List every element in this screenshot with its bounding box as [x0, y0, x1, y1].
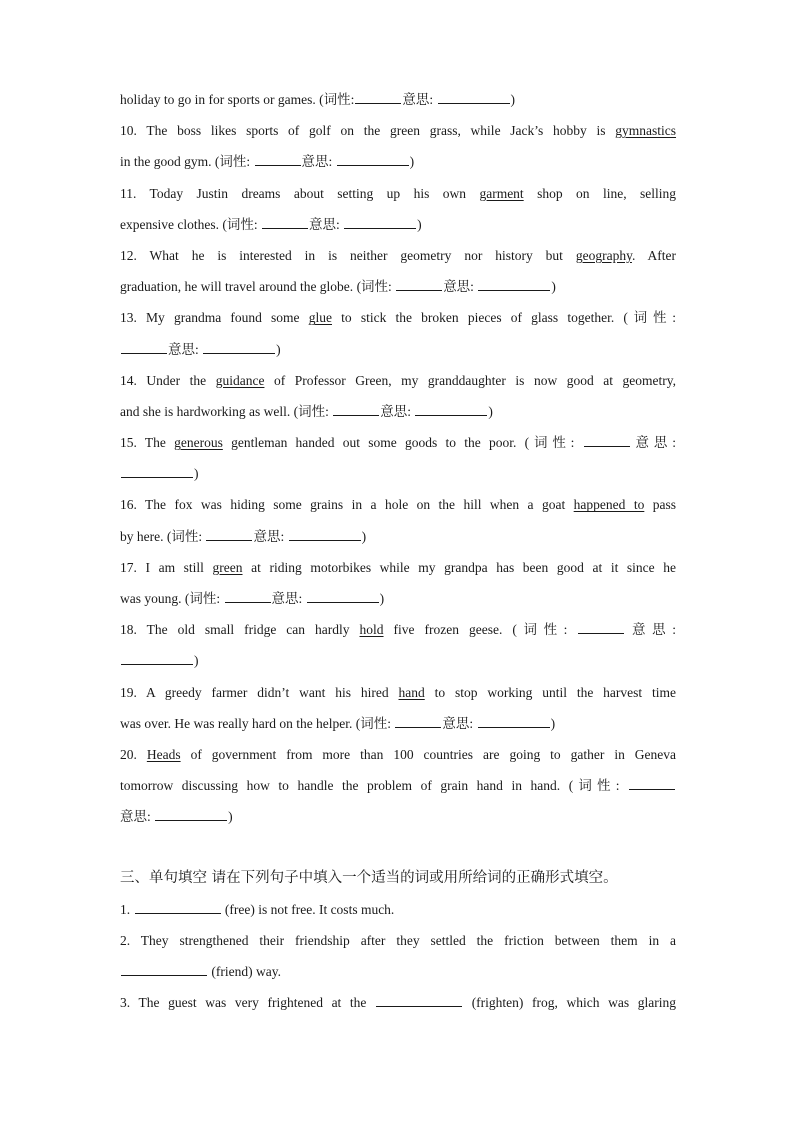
paren-close: ): [228, 809, 233, 825]
q13-text: 13. My grandma found some: [120, 310, 300, 326]
pos-label: (词性:: [356, 279, 392, 295]
paren-close: ): [194, 466, 199, 482]
q12-keyword: geography: [575, 247, 632, 263]
pos-blank[interactable]: [255, 153, 301, 166]
section-3-heading: 三、单句填空 请在下列句子中填入一个适当的词或用所给词的正确形式填空。: [120, 869, 618, 886]
pos-blank[interactable]: [225, 590, 271, 603]
pos-label: (词性:: [623, 310, 677, 326]
meaning-blank[interactable]: [289, 528, 361, 541]
s3-q2-text-2: (friend) way.: [211, 964, 281, 980]
q13-text-2: to stick the broken pieces of glass together.: [341, 310, 615, 326]
q18-text: 18. The old small fridge can hardly: [120, 622, 350, 638]
paren-close: ): [551, 279, 556, 295]
s3-q1-text: (free) is not free. It costs much.: [224, 901, 395, 917]
meaning-label: 意思:: [443, 279, 474, 295]
pos-blank[interactable]: [206, 528, 252, 541]
meaning-blank[interactable]: [438, 91, 510, 104]
pos-blank[interactable]: [395, 715, 441, 728]
meaning-label: 意思:: [380, 403, 411, 419]
q16-text-3: by here.: [120, 528, 164, 544]
pos-label: (词性:: [293, 403, 329, 419]
pos-blank[interactable]: [578, 621, 624, 634]
meaning-label: 意思:: [625, 622, 677, 638]
paren-close: ): [488, 403, 493, 419]
paren-close: ): [510, 92, 515, 107]
paren-close: ): [361, 528, 367, 544]
section-gap: [120, 833, 676, 863]
q14-line-2: [120, 396, 676, 427]
pos-label: (词性:: [214, 154, 251, 170]
meaning-label: 意思:: [168, 341, 199, 357]
paren-close: ): [417, 216, 422, 232]
q12-text-3: graduation, he will travel around the globe.: [120, 279, 354, 295]
s3-q1-blank[interactable]: [135, 901, 221, 914]
paren-close: ): [379, 591, 385, 606]
paren-close: ): [409, 154, 415, 170]
q11-line-2: [120, 209, 676, 240]
q19-keyword: hand: [398, 684, 425, 700]
q14-line-1: [120, 365, 676, 396]
q18-keyword: hold: [359, 622, 384, 638]
q15-line-2: [120, 458, 676, 489]
meaning-blank[interactable]: [478, 278, 550, 291]
q14-keyword: guidance: [215, 372, 265, 388]
q20-keyword: Heads: [146, 746, 181, 762]
q10-keyword: gymnastics: [615, 123, 677, 139]
q20-line-2: [120, 770, 676, 801]
q11-text-3: expensive clothes.: [120, 216, 219, 232]
q12-line-2: [120, 271, 676, 302]
q14-text: 14. Under the: [120, 372, 207, 388]
paren-close: ): [550, 715, 556, 731]
q17-line-2: [120, 583, 676, 614]
pos-blank[interactable]: [396, 278, 442, 291]
q9-line-2: [120, 84, 676, 115]
paren-close: ): [194, 653, 199, 669]
s3-q1-number: 1.: [120, 901, 131, 917]
q12-text-2: . After: [631, 247, 676, 263]
q18-text-2: five frozen geese.: [393, 622, 503, 638]
meaning-blank[interactable]: [203, 341, 275, 354]
meaning-blank[interactable]: [155, 808, 227, 821]
q20-line-3: [120, 801, 676, 832]
q17-text-3: was young.: [120, 591, 182, 606]
meaning-blank[interactable]: [121, 465, 193, 478]
q14-text-2: of Professor Green, my granddaughter is now good at geometry,: [273, 372, 677, 388]
pos-label: (词性:: [355, 715, 392, 731]
q19-text-3: was over. He was really hard on the helper.: [120, 715, 353, 731]
s3-q1: [120, 894, 676, 925]
q9-text: holiday to go in for sports or games.: [120, 92, 316, 107]
meaning-blank[interactable]: [344, 216, 416, 229]
meaning-label: 意思:: [253, 528, 285, 544]
q18-line-2: [120, 645, 676, 676]
q20-text-3: tomorrow discussing how to handle the problem of grain hand in hand.: [120, 778, 561, 794]
q11-line-1: [120, 178, 676, 209]
s3-q2-text: 2. They strengthened their friendship after they settled the friction between them in a: [120, 932, 676, 948]
worksheet-page: [120, 84, 676, 1018]
meaning-label: 意思:: [442, 715, 474, 731]
q13-line-1: [120, 302, 676, 333]
q11-text: 11. Today Justin dreams about setting up his own: [120, 185, 467, 201]
q17-text-2: at riding motorbikes while my grandpa has been good at it since he: [251, 559, 677, 575]
q17-text: 17. I am still: [120, 559, 204, 575]
q12-text: 12. What he is interested in is neither geometry nor history but: [120, 247, 563, 263]
pos-label: (词性:: [524, 435, 575, 451]
q13-line-2: [120, 334, 676, 365]
s3-q3-text: 3. The guest was very frightened at the: [120, 995, 367, 1011]
meaning-label: 意思:: [402, 92, 434, 107]
q16-line-1: [120, 489, 676, 520]
q10-line-1: [120, 115, 676, 146]
meaning-blank[interactable]: [478, 715, 550, 728]
q19-line-1: [120, 677, 676, 708]
meaning-blank[interactable]: [337, 153, 409, 166]
s3-q3-line-1: [120, 987, 676, 1018]
q17-line-1: [120, 552, 676, 583]
pos-label: (词性:: [512, 622, 568, 638]
q10-line-2: [120, 146, 676, 177]
q20-text-2: of government from more than 100 countries are going to gather in Geneva: [190, 746, 677, 762]
pos-blank[interactable]: [355, 91, 401, 104]
paren-close: ): [276, 341, 281, 357]
q19-line-2: [120, 708, 676, 739]
q20-text: 20.: [120, 746, 137, 762]
q16-line-2: [120, 521, 676, 552]
meaning-label: 意思:: [308, 216, 340, 232]
pos-blank[interactable]: [121, 341, 167, 354]
pos-label: (词性:: [166, 528, 203, 544]
q14-text-3: and she is hardworking as well.: [120, 403, 291, 419]
q12-line-1: [120, 240, 676, 271]
q18-line-1: [120, 614, 676, 645]
meaning-label: 意思:: [271, 591, 303, 606]
q11-keyword: garment: [479, 185, 524, 201]
meaning-label: 意思:: [120, 809, 151, 825]
q13-keyword: glue: [308, 310, 332, 326]
q10-text: 10. The boss likes sports of golf on the green grass, while Jack’s hobby is: [120, 123, 606, 139]
meaning-blank[interactable]: [307, 590, 379, 603]
s3-q2-line-2: [120, 956, 676, 987]
q15-line-1: [120, 427, 676, 458]
q10-text-2: in the good gym.: [120, 154, 212, 170]
pos-label: (词性:: [319, 92, 355, 107]
s3-q3-text-2: (frighten) frog, which was glaring: [471, 995, 677, 1011]
meaning-label: 意思:: [301, 154, 333, 170]
q16-keyword: happened to: [573, 497, 645, 513]
q19-text: 19. A greedy farmer didn’t want his hired: [120, 684, 389, 700]
s3-q3-blank[interactable]: [376, 994, 462, 1007]
meaning-blank[interactable]: [121, 652, 193, 665]
q16-text-2: pass: [652, 497, 677, 513]
pos-blank[interactable]: [584, 434, 630, 447]
q15-text: 15. The: [120, 435, 166, 451]
q16-text: 16. The fox was hiding some grains in a hole on the hill when a goat: [120, 497, 566, 513]
q19-text-2: to stop working until the harvest time: [434, 684, 677, 700]
q17-keyword: green: [212, 559, 243, 575]
meaning-label: 意思:: [630, 435, 677, 451]
q15-text-2: gentleman handed out some goods to the poor.: [231, 435, 517, 451]
pos-label: (词性:: [184, 591, 221, 606]
q11-text-2: shop on line, selling: [537, 185, 676, 201]
pos-blank[interactable]: [629, 777, 675, 790]
pos-blank[interactable]: [262, 216, 308, 229]
pos-label: (词性:: [222, 216, 258, 232]
s3-q2-line-1: [120, 925, 676, 956]
q20-line-1: [120, 739, 676, 770]
pos-label: (词性:: [568, 778, 620, 794]
q15-keyword: generous: [174, 435, 223, 451]
s3-q2-blank[interactable]: [121, 963, 207, 976]
pos-blank[interactable]: [333, 403, 379, 416]
meaning-blank[interactable]: [415, 403, 487, 416]
